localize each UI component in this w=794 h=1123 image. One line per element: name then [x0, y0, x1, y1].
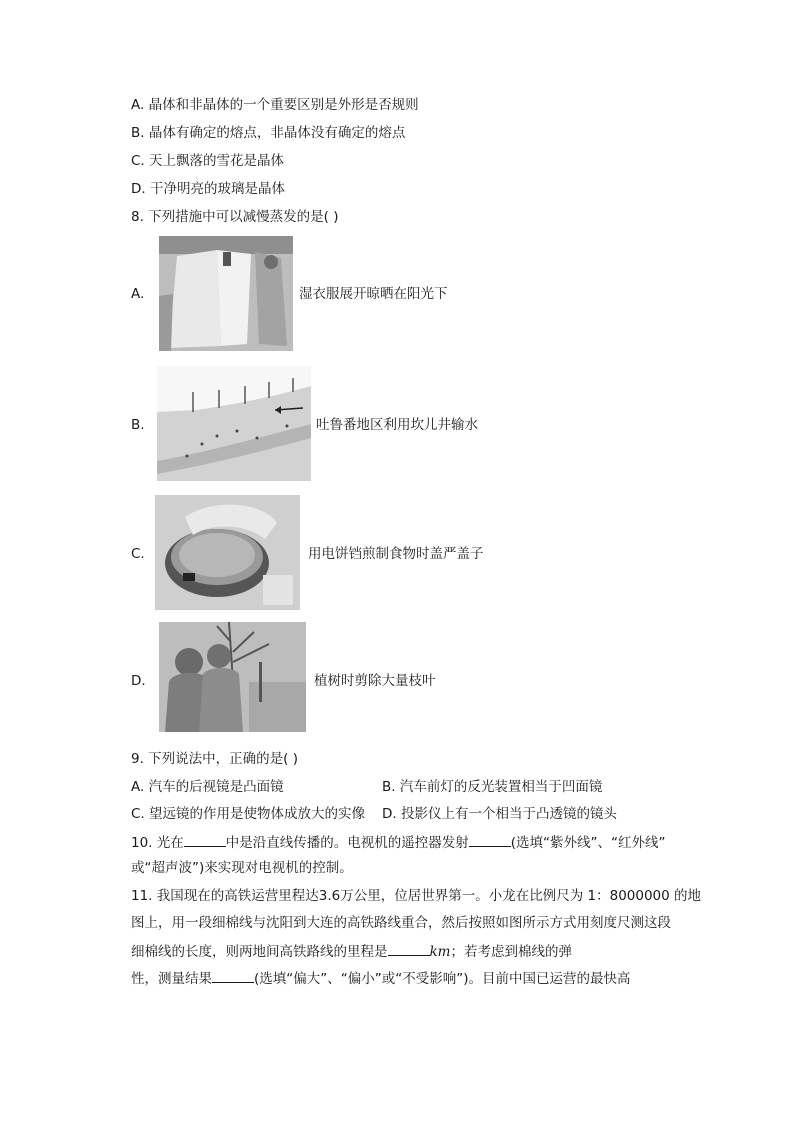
karez-diagram-photo — [157, 366, 311, 481]
q10-text-2: 中是沿直线传播的。电视机的遥控器发射 — [225, 835, 469, 851]
q8-option-c-letter: C. — [131, 546, 145, 562]
q11-line-4 — [131, 968, 631, 989]
q11-unit: km — [429, 944, 451, 960]
wet-clothes-photo — [159, 236, 293, 351]
q8-option-d-caption: 植树时剪除大量枝叶 — [314, 673, 436, 689]
q9-option-d: D. 投影仪上有一个相当于凸透镜的镜头 — [382, 806, 617, 822]
q11-text-3a: 细棉线的长度，则两地间高铁路线的里程是 — [131, 944, 388, 960]
q11-text-4b: (选填“偏大”、“偏小”或“不受影响”)。目前中国已运营的最快高 — [254, 971, 631, 987]
tree-planting-photo — [159, 622, 306, 732]
q8-option-b-caption: 吐鲁番地区利用坎儿井输水 — [316, 417, 478, 433]
q11-line-2: 图上，用一段细棉线与沈阳到大连的高铁路线重合，然后按照如图所示方式用刻度尺测这段 — [131, 915, 671, 931]
q10-line-1 — [131, 832, 666, 853]
q11-text-4a: 性，测量结果 — [131, 971, 212, 987]
q11-blank-2 — [212, 968, 254, 983]
q10-line-2: 或“超声波”)来实现对电视机的控制。 — [131, 860, 353, 876]
q11-line-3 — [131, 941, 572, 962]
electric-pan-photo — [155, 495, 300, 610]
q10-text-3: (选填“紫外线”、“红外线” — [510, 835, 666, 851]
q7-option-a: A. 晶体和非晶体的一个重要区别是外形是否规则 — [131, 97, 419, 113]
q7-option-b: B. 晶体有确定的熔点，非晶体没有确定的熔点 — [131, 125, 406, 141]
q8-option-a-caption: 湿衣服展开晾晒在阳光下 — [299, 286, 448, 302]
q7-option-d: D. 干净明亮的玻璃是晶体 — [131, 181, 285, 197]
q7-option-c: C. 天上飘落的雪花是晶体 — [131, 153, 285, 169]
q10-text-1: 10. 光在 — [131, 835, 184, 851]
q11-line-1: 11. 我国现在的高铁运营里程达3.6万公里，位居世界第一。小龙在比例尺为 1：8000000 的地 — [131, 888, 702, 904]
q9-option-b: B. 汽车前灯的反光装置相当于凹面镜 — [382, 779, 603, 795]
q11-blank-1 — [388, 941, 430, 956]
q8-option-d-letter: D. — [131, 673, 146, 689]
q8-option-b-letter: B. — [131, 417, 145, 433]
q9-stem: 9. 下列说法中，正确的是( ) — [131, 751, 298, 767]
q9-option-c: C. 望远镜的作用是使物体成放大的实像 — [131, 806, 366, 822]
q10-blank-2 — [469, 832, 511, 847]
q8-stem: 8. 下列措施中可以减慢蒸发的是( ) — [131, 209, 339, 225]
q8-option-a-letter: A. — [131, 286, 145, 302]
q11-text-3b: ；若考虑到棉线的弹 — [450, 944, 572, 960]
q10-blank-1 — [184, 832, 226, 847]
q8-option-c-caption: 用电饼铛煎制食物时盖严盖子 — [308, 546, 484, 562]
q9-option-a: A. 汽车的后视镜是凸面镜 — [131, 779, 284, 795]
